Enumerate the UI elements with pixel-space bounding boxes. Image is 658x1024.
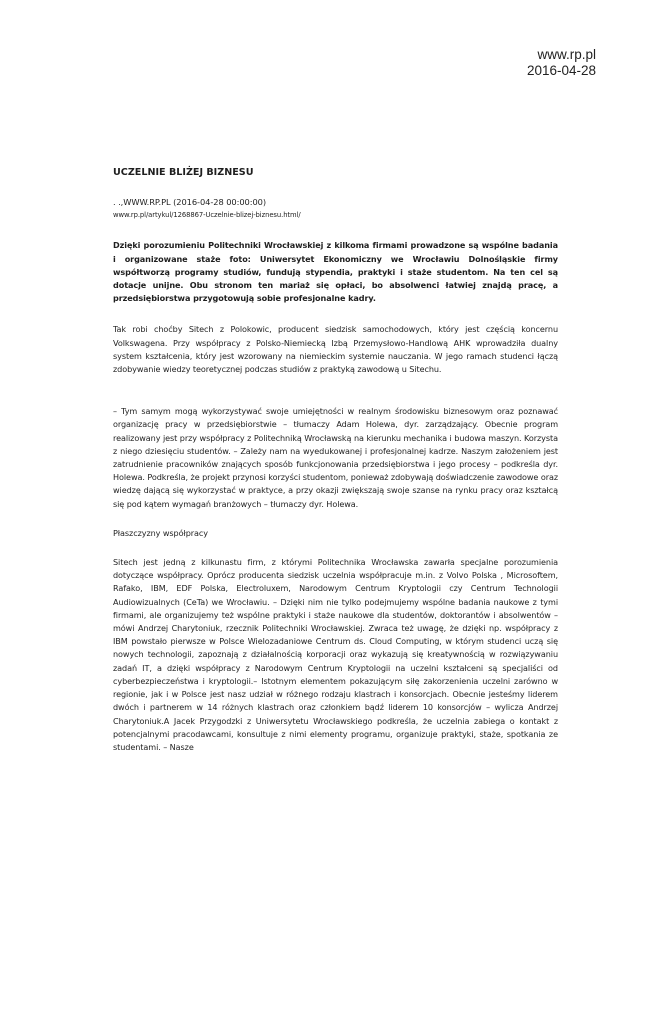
article-source-line: . .,WWW.RP.PL (2016-04-28 00:00:00) — [113, 197, 267, 208]
source-site: www.rp.pl — [537, 47, 596, 62]
article-url: www.rp.pl/artykul/1268867-Uczelnie-blizej-biznesu.html/ — [113, 211, 301, 220]
article-paragraph: – Tym samym mogą wykorzystywać swoje umiejętności w realnym środowisku biznesowym oraz poznawać organizację pracy w przedsiębiorstwie – tłumaczy Adam Holewa, dyr. zarządzający. Obecnie program realizowany jest przy współpracy z Politechniką Wrocławską na kierunku mechanika i budowa maszyn. Korzysta z niego dziesięciu studentów. – Zależy nam na wyedukowanej i profesjonalnej kadrze. Naszym założeniem jest zatrudnienie pracowników znających sposób funkcjonowania przedsiębiorstwa i jego procesy – podkreśla dyr. Holewa. Podkreśla, że projekt przynosi korzyści studentom, ponieważ zdobywają doświadczenie zawodowe oraz wiedzę dającą się wykorzystać w praktyce, a przy okazji zwiększają swoje szanse na rynku pracy oraz kształcą się pod kątem wymagań branżowych – tłumaczy dyr. Holewa. — [113, 406, 558, 509]
article-lead: Dzięki porozumieniu Politechniki Wrocławskiej z kilkoma firmami prowadzone są wspólne badania i organizowane staże foto: Uniwersytet Ekonomiczny we Wrocławiu Dolnośląskie firmy współtworzą programy studiów, fundują stypendia, praktyki i staże studentom. Na ten cel są dotacje unijne. Obu stronom ten mariaż się opłaci, bo absolwenci łatwiej znajdą pracę, a przedsiębiorstwa przygotowują sobie profesjonalne kadry. — [113, 240, 558, 304]
source-stamp — [527, 47, 596, 79]
article-paragraph: Sitech jest jedną z kilkunastu firm, z którymi Politechnika Wrocławska zawarła specjalne porozumienia dotyczące współpracy. Oprócz producenta siedzisk uczelnia współpracuje m.in. z Volvo Polska , Microsoftem, Rafako, IBM, EDF Polska, Electroluxem, Narodowym Centrum Kryptologii czy Centrum Technologii Audiowizualnych (CeTa) we Wrocławiu. – Dzięki nim nie tylko podejmujemy wspólne badania naukowe z tymi firmami, ale organizujemy też wspólne praktyki i staże naukowe dla studentów, doktorantów i absolwentów – mówi Andrzej Charytoniuk, rzecznik Politechniki Wrocławskiej. Zwraca też uwagę, że dzięki np. współpracy z IBM powstało pierwsze w Polsce Wielozadaniowe Centrum ds. Cloud Computing, w którym studenci uczą się nowych technologii, zapoznają z działalnością korporacji oraz wykazują się kreatywnością w rozwiązywaniu zadań IT, a dzięki współpracy z Narodowym Centrum Kryptologii na uczelni kształceni są specjaliści od cyberbezpieczeństwa i kryptologii.– Istotnym elementem pokazującym siłę zakorzenienia uczelni zarówno w regionie, jak i w Polsce jest nasz udział w różnego rodzaju klastrach i konsorcjach. Obecnie jesteśmy liderem dwóch i partnerem w 14 różnych klastrach oraz członkiem bądź liderem 10 konsorcjów – wylicza Andrzej Charytoniuk.A Jacek Przygodzki z Uniwersytetu Wrocławskiego podkreśla, że uczelnia zabiega o kontakt z potencjalnymi pracodawcami, konsultuje z nimi elementy programu, organizuje praktyki, staże, spotkania ze studentami. – Nasze — [113, 557, 558, 752]
article-title: UCZELNIE BLIŻEJ BIZNESU — [113, 167, 254, 178]
article-body — [113, 166, 558, 770]
source-date: 2016-04-28 — [526, 63, 596, 78]
article-subheading: Płaszczyzny współpracy — [113, 527, 208, 538]
article-paragraph: Tak robi choćby Sitech z Polokowic, producent siedzisk samochodowych, który jest częścią koncernu Volkswagena. Przy współpracy z Polsko-Niemiecką Izbą Przemysłowo-Handlową AHK wprowadziła dualny system kształcenia, który jest wzorowany na niemieckim systemie nauczania. W jego ramach studenci łączą zdobywanie wiedzy teoretycznej podczas studiów z praktyką zawodową u Sitechu. — [113, 324, 558, 375]
